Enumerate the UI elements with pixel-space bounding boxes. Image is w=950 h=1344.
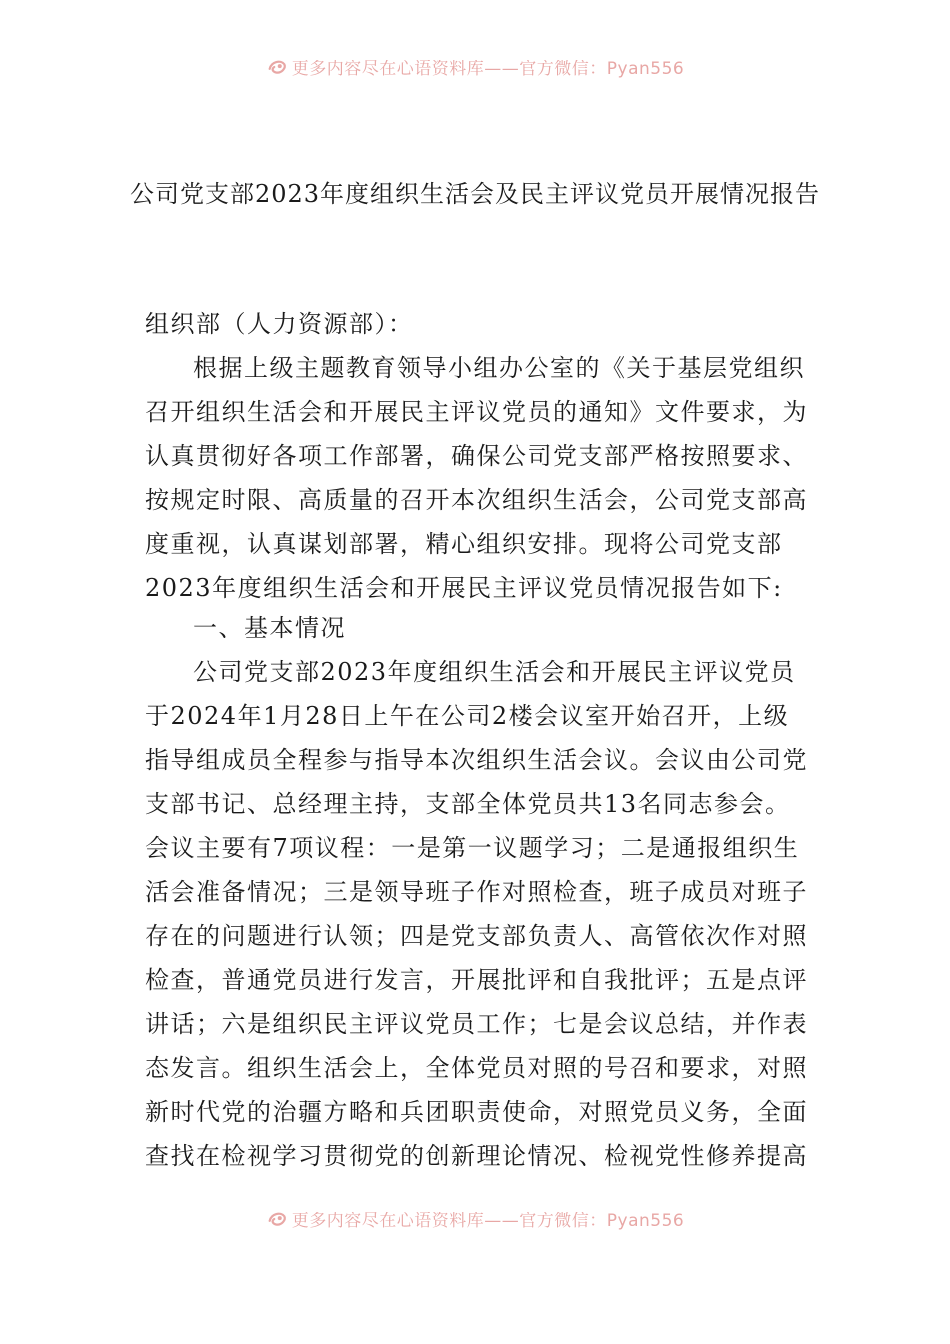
section-heading-basic-info [145,606,810,650]
title-text: 公司党支部2023年度组织生活会及民主评议党员开展情况报告 [129,180,821,208]
paragraph-intro-text: 根据上级主题教育领导小组办公室的《关于基层党组织召开组织生活会和开展民主评议党员的通知》文件要求，为认真贯彻好各项工作部署，确保公司党支部严格按照要求、按规定时限、高质量的召开本次组织生活会，公司党支部高度重视，认真谋划部署，精心组织安排。现将公司党支部2023年度组织生活会和开展民主评议党员情况报告如下: [145,354,808,602]
paragraph-basic-info [145,650,810,1178]
salutation-text: 组织部（人力资源部）： [145,310,414,338]
watermark-footer [0,1212,950,1236]
paragraph-basic-info-text: 公司党支部2023年度组织生活会和开展民主评议党员于2024年1月28日上午在公司2楼会议室开始召开，上级指导组成员全程参与指导本次组织生活会议。会议由公司党支部书记、总经理主持，支部全体党员共13名同志参会。会议主要有7项议程：一是第一议题学习；二是通报组织生活会准备情况；三是领导班子作对照检查，班子成员对班子存在的问题进行认领；四是党支部负责人、高管依次作对照检查，普通党员进行发言，开展批评和自我批评；五是点评讲话；六是组织民主评议党员工作；七是会议总结，并作表态发言。组织生活会上，全体党员对照的号召和要求，对照新时代党的治疆方略和兵团职责使命，对照党员义务，全面查找在检视学习贯彻党的创新理论情况、检视党性修养提高 [145,658,808,1170]
paragraph-intro [145,346,810,610]
watermark-header [0,60,950,84]
watermark-logo-icon [266,1212,288,1230]
watermark-text: 更多内容尽在心语资料库——官方微信：Pyan556 [291,1212,685,1231]
document-title [120,172,830,216]
watermark-logo-icon [266,60,288,78]
section-heading-text: 一、基本情况 [193,614,346,642]
salutation [145,302,810,346]
watermark-text: 更多内容尽在心语资料库——官方微信：Pyan556 [291,60,685,79]
